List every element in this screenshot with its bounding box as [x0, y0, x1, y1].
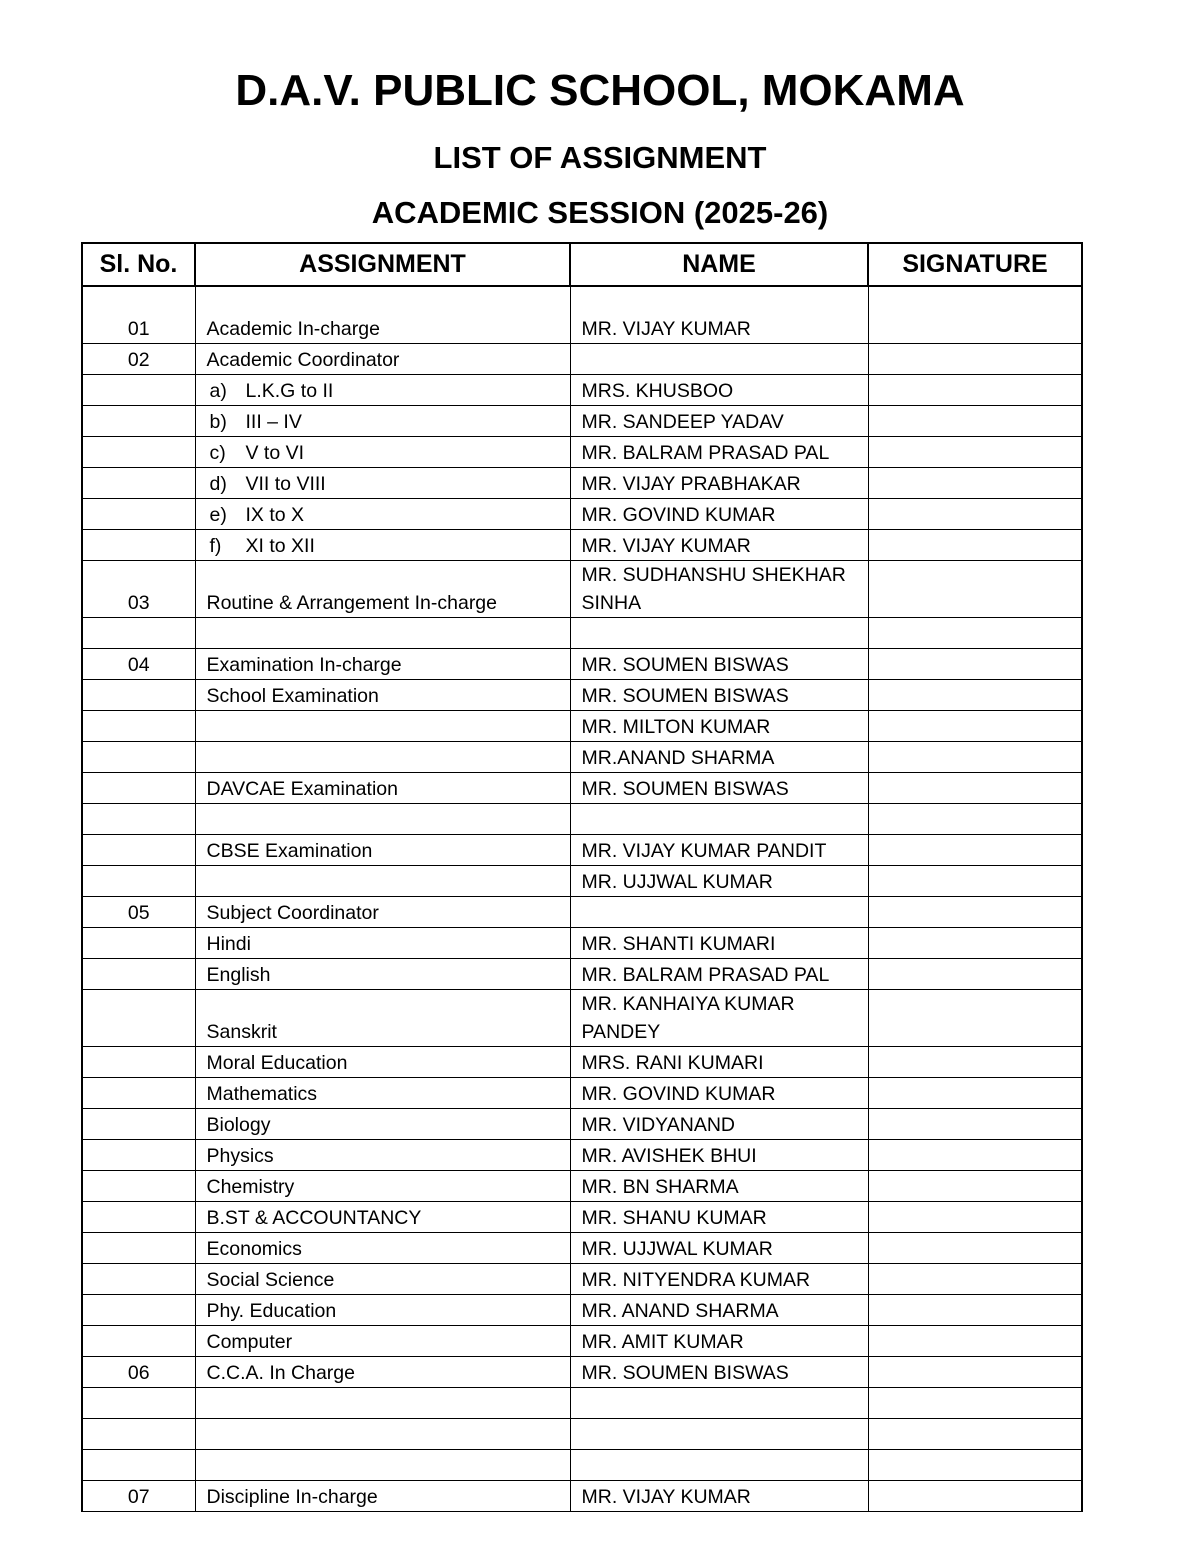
name-cell [570, 804, 868, 835]
name-cell: MR. AVISHEK BHUI [570, 1140, 868, 1171]
name-cell: MR. BALRAM PRASAD PAL [570, 959, 868, 990]
sl-no-cell [82, 804, 195, 835]
table-row [82, 1326, 1082, 1357]
assignment-cell [195, 866, 570, 897]
list-marker: a) [209, 380, 227, 402]
table-row [82, 1264, 1082, 1295]
sl-no-cell [82, 1233, 195, 1264]
name-cell: MR. SOUMEN BISWAS [570, 1357, 868, 1388]
signature-cell[interactable] [868, 897, 1082, 928]
table-row [82, 1295, 1082, 1326]
signature-cell[interactable] [868, 499, 1082, 530]
signature-cell[interactable] [868, 1047, 1082, 1078]
list-marker: f) [209, 535, 222, 557]
signature-cell[interactable] [868, 773, 1082, 804]
assignment-cell: Chemistry [195, 1171, 570, 1202]
table-row [82, 1078, 1082, 1109]
name-cell: MR. VIJAY KUMAR [570, 530, 868, 561]
assignment-cell [195, 468, 570, 499]
assignment-cell: Phy. Education [195, 1295, 570, 1326]
assignment-cell [195, 499, 570, 530]
signature-cell[interactable] [868, 1140, 1082, 1171]
sl-no-cell: 02 [82, 344, 195, 375]
table-row [82, 406, 1082, 437]
signature-cell[interactable] [868, 866, 1082, 897]
table-row [82, 866, 1082, 897]
signature-cell[interactable] [868, 1295, 1082, 1326]
assignment-cell [195, 742, 570, 773]
header-signature: SIGNATURE [868, 243, 1082, 286]
sl-no-cell [82, 928, 195, 959]
sl-no-cell: 07 [82, 1481, 195, 1512]
signature-cell[interactable] [868, 835, 1082, 866]
assignment-table [81, 242, 1083, 1512]
name-cell: MRS. KHUSBOO [570, 375, 868, 406]
list-marker: e) [209, 504, 227, 526]
table-row [82, 959, 1082, 990]
name-cell: MR. VIDYANAND [570, 1109, 868, 1140]
assignment-cell: Discipline In-charge [195, 1481, 570, 1512]
sl-no-cell [82, 773, 195, 804]
sl-no-cell [82, 990, 195, 1047]
table-row [82, 928, 1082, 959]
name-cell: MR. VIJAY PRABHAKAR [570, 468, 868, 499]
name-cell: MR. SANDEEP YADAV [570, 406, 868, 437]
signature-cell[interactable] [868, 959, 1082, 990]
signature-cell[interactable] [868, 561, 1082, 618]
assignment-cell: Social Science [195, 1264, 570, 1295]
name-cell: MR. ANAND SHARMA [570, 1295, 868, 1326]
table-row [82, 1481, 1082, 1512]
table-row [82, 286, 1082, 344]
header-sl-no: Sl. No. [82, 243, 195, 286]
sl-no-cell [82, 1419, 195, 1450]
assignment-cell [195, 1419, 570, 1450]
list-title: LIST OF ASSIGNMENT [433, 140, 767, 175]
sl-no-cell [82, 711, 195, 742]
table-row [82, 375, 1082, 406]
table-row [82, 1047, 1082, 1078]
list-marker: d) [209, 473, 227, 495]
assignment-cell [195, 1450, 570, 1481]
sl-no-cell [82, 468, 195, 499]
table-row [82, 897, 1082, 928]
table-row [82, 561, 1082, 618]
table-row [82, 1357, 1082, 1388]
signature-cell[interactable] [868, 1481, 1082, 1512]
sl-no-cell [82, 1450, 195, 1481]
assignment-text: VII to VIII [245, 473, 326, 495]
school-title: D.A.V. PUBLIC SCHOOL, MOKAMA [235, 66, 965, 115]
sl-no-cell [82, 680, 195, 711]
sl-no-cell [82, 499, 195, 530]
table-row [82, 680, 1082, 711]
sl-no-cell: 04 [82, 649, 195, 680]
signature-cell[interactable] [868, 530, 1082, 561]
table-row [82, 468, 1082, 499]
assignment-cell: Moral Education [195, 1047, 570, 1078]
assignment-cell [195, 437, 570, 468]
list-marker: c) [209, 442, 226, 464]
sl-no-cell [82, 1078, 195, 1109]
signature-cell[interactable] [868, 1357, 1082, 1388]
assignment-cell: B.ST & ACCOUNTANCY [195, 1202, 570, 1233]
signature-cell[interactable] [868, 804, 1082, 835]
table-row [82, 990, 1082, 1047]
sl-no-cell [82, 1264, 195, 1295]
assignment-cell: Economics [195, 1233, 570, 1264]
table-row [82, 773, 1082, 804]
table-row [82, 499, 1082, 530]
sl-no-cell: 05 [82, 897, 195, 928]
assignment-cell [195, 375, 570, 406]
name-cell: MR. BN SHARMA [570, 1171, 868, 1202]
signature-cell[interactable] [868, 1202, 1082, 1233]
assignment-cell: Biology [195, 1109, 570, 1140]
sl-no-cell [82, 437, 195, 468]
sl-no-cell [82, 1388, 195, 1419]
assignment-cell [195, 1388, 570, 1419]
table-row [82, 804, 1082, 835]
signature-cell[interactable] [868, 618, 1082, 649]
assignment-cell: Routine & Arrangement In-charge [195, 561, 570, 618]
signature-cell[interactable] [868, 1078, 1082, 1109]
assignment-cell: CBSE Examination [195, 835, 570, 866]
assignment-text: XI to XII [245, 535, 315, 557]
assignment-cell: Examination In-charge [195, 649, 570, 680]
name-cell [570, 618, 868, 649]
signature-cell[interactable] [868, 742, 1082, 773]
table-row [82, 1140, 1082, 1171]
name-cell [570, 344, 868, 375]
assignment-cell [195, 406, 570, 437]
table-row [82, 1233, 1082, 1264]
name-cell: MR. SOUMEN BISWAS [570, 773, 868, 804]
sl-no-cell [82, 1326, 195, 1357]
assignment-cell: Hindi [195, 928, 570, 959]
sl-no-cell [82, 618, 195, 649]
sl-no-cell [82, 1171, 195, 1202]
signature-cell[interactable] [868, 1171, 1082, 1202]
table-row [82, 1388, 1082, 1419]
assignment-cell: Sanskrit [195, 990, 570, 1047]
signature-cell[interactable] [868, 990, 1082, 1047]
signature-cell[interactable] [868, 406, 1082, 437]
assignment-cell: C.C.A. In Charge [195, 1357, 570, 1388]
table-row [82, 1450, 1082, 1481]
sl-no-cell [82, 1295, 195, 1326]
header-name: NAME [570, 243, 868, 286]
table-row [82, 1202, 1082, 1233]
sl-no-cell: 01 [82, 286, 195, 344]
assignment-cell: School Examination [195, 680, 570, 711]
name-cell [570, 1419, 868, 1450]
table-row [82, 1419, 1082, 1450]
table-header-row [82, 243, 1082, 286]
assignment-text: III – IV [245, 411, 302, 433]
name-cell: MR. GOVIND KUMAR [570, 1078, 868, 1109]
signature-cell[interactable] [868, 1388, 1082, 1419]
signature-cell[interactable] [868, 1109, 1082, 1140]
signature-cell[interactable] [868, 1326, 1082, 1357]
table-row [82, 711, 1082, 742]
sl-no-cell [82, 1140, 195, 1171]
signature-cell[interactable] [868, 649, 1082, 680]
sl-no-cell [82, 959, 195, 990]
assignment-cell: Physics [195, 1140, 570, 1171]
assignment-cell: Mathematics [195, 1078, 570, 1109]
session-title: ACADEMIC SESSION (2025-26) [371, 195, 829, 230]
name-cell: MRS. RANI KUMARI [570, 1047, 868, 1078]
name-cell: MR. VIJAY KUMAR PANDIT [570, 835, 868, 866]
assignment-cell [195, 711, 570, 742]
name-cell: MR. AMIT KUMAR [570, 1326, 868, 1357]
assignment-text: L.K.G to II [245, 380, 334, 402]
sl-no-cell [82, 1109, 195, 1140]
name-cell: MR. SHANTI KUMARI [570, 928, 868, 959]
signature-cell[interactable] [868, 680, 1082, 711]
sl-no-cell [82, 1047, 195, 1078]
name-cell: MR. SOUMEN BISWAS [570, 649, 868, 680]
assignment-cell [195, 804, 570, 835]
sl-no-cell [82, 866, 195, 897]
assignment-cell: DAVCAE Examination [195, 773, 570, 804]
name-cell: MR. UJJWAL KUMAR [570, 866, 868, 897]
sl-no-cell [82, 1202, 195, 1233]
name-cell: MR. VIJAY KUMAR [570, 1481, 868, 1512]
table-row [82, 649, 1082, 680]
list-marker: b) [209, 411, 227, 433]
assignment-cell: Subject Coordinator [195, 897, 570, 928]
signature-cell[interactable] [868, 1264, 1082, 1295]
assignment-cell [195, 530, 570, 561]
assignment-text: IX to X [245, 504, 305, 526]
table-row [82, 618, 1082, 649]
signature-cell[interactable] [868, 468, 1082, 499]
name-cell: MR. SUDHANSHU SHEKHAR SINHA [570, 561, 868, 618]
signature-cell[interactable] [868, 928, 1082, 959]
name-cell: MR. SHANU KUMAR [570, 1202, 868, 1233]
name-cell: MR. UJJWAL KUMAR [570, 1233, 868, 1264]
signature-cell[interactable] [868, 1233, 1082, 1264]
table-row [82, 1171, 1082, 1202]
header-assignment: ASSIGNMENT [195, 243, 570, 286]
table-row [82, 742, 1082, 773]
sl-no-cell [82, 375, 195, 406]
name-cell: MR.ANAND SHARMA [570, 742, 868, 773]
name-cell [570, 1450, 868, 1481]
table-row [82, 530, 1082, 561]
signature-cell[interactable] [868, 437, 1082, 468]
name-cell: MR. KANHAIYA KUMAR PANDEY [570, 990, 868, 1047]
table-row [82, 835, 1082, 866]
signature-cell[interactable] [868, 1450, 1082, 1481]
name-cell: MR. SOUMEN BISWAS [570, 680, 868, 711]
name-cell: MR. BALRAM PRASAD PAL [570, 437, 868, 468]
assignment-text: V to VI [245, 442, 305, 464]
sl-no-cell [82, 406, 195, 437]
signature-cell[interactable] [868, 344, 1082, 375]
assignment-cell [195, 618, 570, 649]
sl-no-cell: 06 [82, 1357, 195, 1388]
table-row [82, 1109, 1082, 1140]
assignment-cell: Academic Coordinator [195, 344, 570, 375]
assignment-cell: English [195, 959, 570, 990]
name-cell [570, 897, 868, 928]
name-cell: MR. GOVIND KUMAR [570, 499, 868, 530]
name-cell [570, 1388, 868, 1419]
name-cell: MR. MILTON KUMAR [570, 711, 868, 742]
sl-no-cell [82, 530, 195, 561]
table-row [82, 437, 1082, 468]
table-row [82, 344, 1082, 375]
sl-no-cell [82, 742, 195, 773]
assignment-cell: Computer [195, 1326, 570, 1357]
assignment-cell: Academic In-charge [195, 286, 570, 344]
signature-cell[interactable] [868, 1419, 1082, 1450]
name-cell: MR. VIJAY KUMAR [570, 286, 868, 344]
signature-cell[interactable] [868, 286, 1082, 344]
signature-cell[interactable] [868, 375, 1082, 406]
sl-no-cell [82, 835, 195, 866]
name-cell: MR. NITYENDRA KUMAR [570, 1264, 868, 1295]
signature-cell[interactable] [868, 711, 1082, 742]
sl-no-cell: 03 [82, 561, 195, 618]
